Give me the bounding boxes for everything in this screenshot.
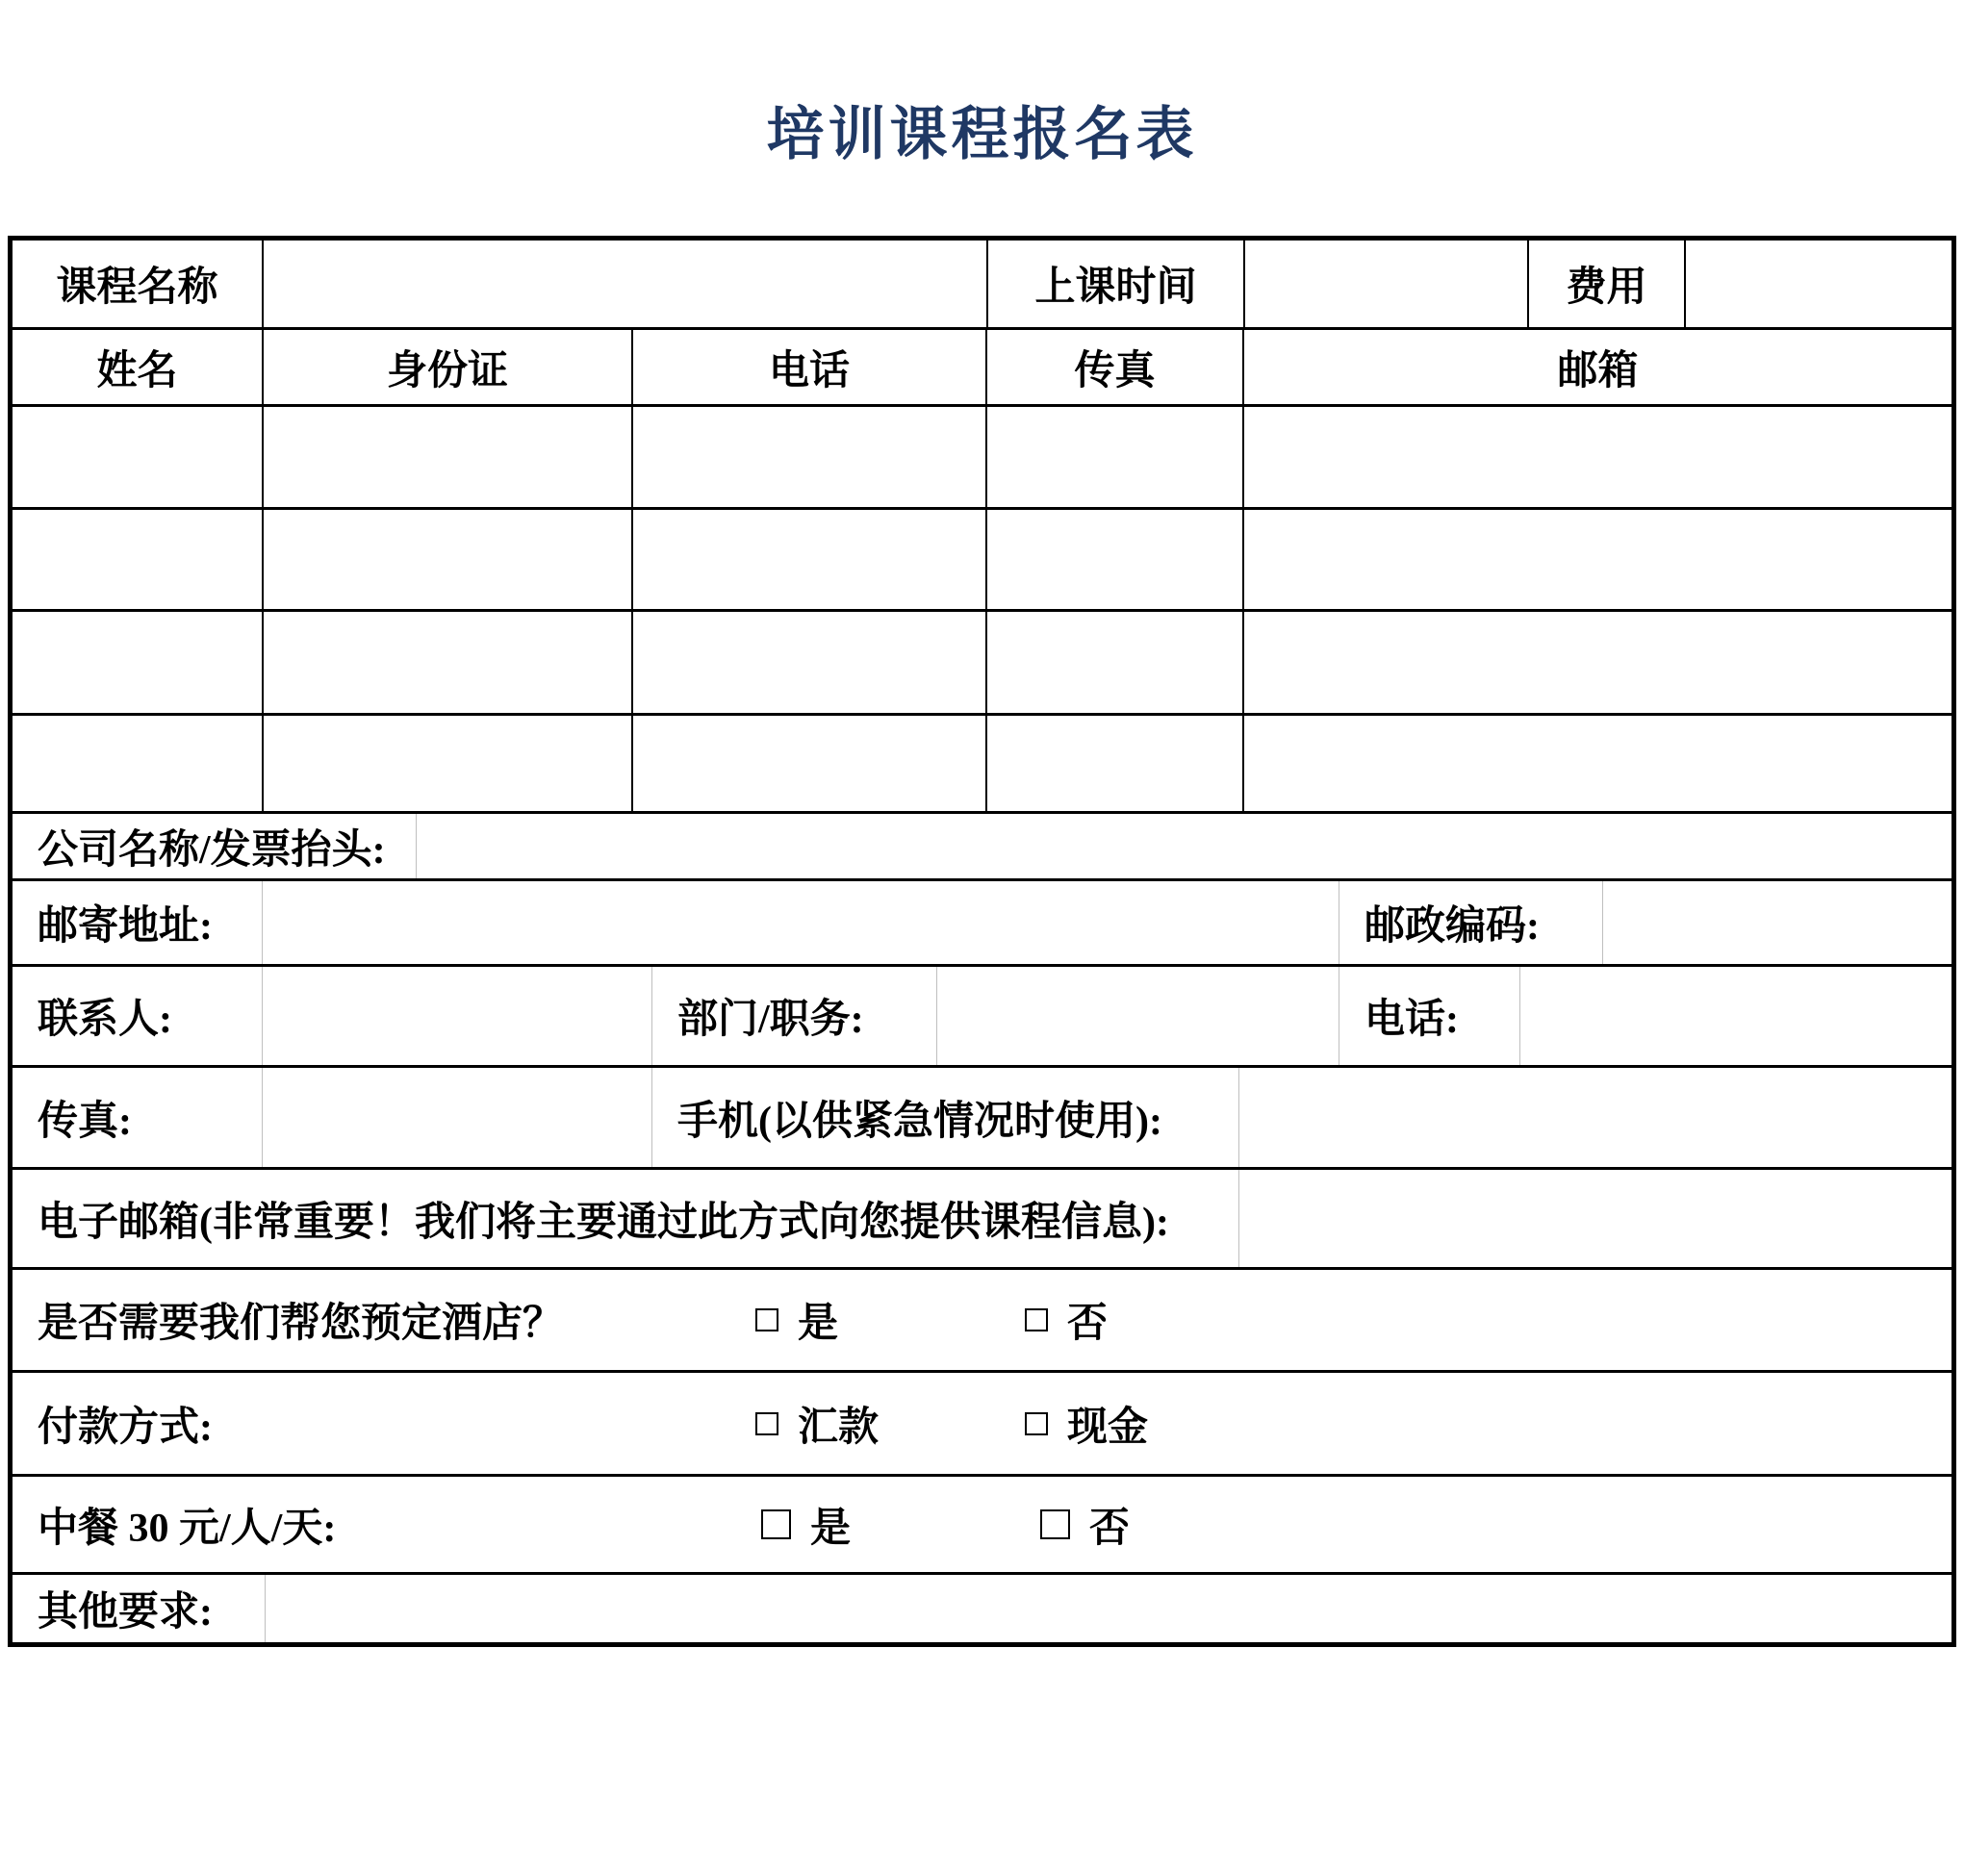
address-label: 邮寄地址: (38, 904, 213, 949)
attendee-fax-cell[interactable] (985, 612, 1242, 713)
course-row (13, 241, 1951, 327)
fee-label: 费用 (1527, 241, 1684, 327)
hotel-no-option (1025, 1270, 1108, 1370)
hotel-no-checkbox[interactable] (1025, 1308, 1048, 1331)
company-row (13, 811, 1951, 878)
lunch-yes-checkbox[interactable] (761, 1509, 791, 1539)
attendee-id-cell[interactable] (262, 716, 631, 811)
department-label: 部门/职务: (651, 967, 936, 1065)
hotel-yes-option (755, 1270, 838, 1370)
attendee-email-cell[interactable] (1242, 716, 1951, 811)
course-name-label: 课程名称 (56, 266, 218, 310)
attendee-fax-cell[interactable] (985, 716, 1242, 811)
payment-row (13, 1370, 1951, 1474)
attendee-name-cell[interactable] (13, 407, 262, 507)
attendee-row (13, 404, 1951, 507)
hotel-no-label: 否 (1067, 1302, 1109, 1346)
attendee-email-cell[interactable] (1242, 407, 1951, 507)
attendee-fax-cell[interactable] (985, 407, 1242, 507)
attendee-name-cell[interactable] (13, 510, 262, 609)
attendee-row (13, 609, 1951, 713)
other-input[interactable] (265, 1575, 1951, 1642)
address-row (13, 878, 1951, 964)
course-name-input[interactable] (262, 241, 986, 327)
lunch-no-label: 否 (1089, 1506, 1131, 1551)
attendee-row (13, 507, 1951, 609)
fee-input[interactable] (1684, 241, 1951, 327)
attendee-header-id: 身份证 (262, 330, 631, 404)
attendee-row (13, 713, 1951, 811)
hotel-row (13, 1267, 1951, 1370)
contact-row (13, 964, 1951, 1065)
hotel-yes-checkbox[interactable] (755, 1308, 778, 1331)
department-input[interactable] (936, 967, 1339, 1065)
payment-question: 付款方式: (38, 1405, 213, 1450)
page-title: 培训课程报名表 (766, 101, 1198, 168)
payment-remittance-label: 汇款 (798, 1405, 880, 1450)
fax-label: 传真: (38, 1099, 132, 1144)
lunch-question: 中餐 30 元/人/天: (38, 1506, 337, 1551)
class-time-label: 上课时间 (986, 241, 1243, 327)
attendee-name-cell[interactable] (13, 716, 262, 811)
payment-remittance-checkbox[interactable] (755, 1412, 778, 1435)
lunch-no-checkbox[interactable] (1040, 1509, 1070, 1539)
postal-input[interactable] (1602, 881, 1951, 964)
email-row (13, 1167, 1951, 1267)
attendee-email-cell[interactable] (1242, 510, 1951, 609)
attendee-id-cell[interactable] (262, 612, 631, 713)
attendee-fax-cell[interactable] (985, 510, 1242, 609)
payment-cash-checkbox[interactable] (1025, 1412, 1048, 1435)
mobile-label: 手机(以供紧急情况时使用): (651, 1068, 1238, 1167)
payment-remittance-option (755, 1373, 879, 1474)
lunch-yes-option (761, 1477, 851, 1572)
other-label: 其他要求: (38, 1590, 213, 1635)
mobile-input[interactable] (1238, 1068, 1951, 1167)
lunch-yes-label: 是 (810, 1506, 852, 1551)
class-time-input[interactable] (1243, 241, 1527, 327)
attendee-name-cell[interactable] (13, 612, 262, 713)
attendee-phone-cell[interactable] (631, 407, 985, 507)
contact-input[interactable] (262, 967, 651, 1065)
postal-label: 邮政编码: (1339, 881, 1602, 964)
attendee-id-cell[interactable] (262, 510, 631, 609)
email-label: 电子邮箱(非常重要！我们将主要通过此方式向您提供课程信息): (38, 1200, 1169, 1245)
fax-input[interactable] (262, 1068, 651, 1167)
hotel-yes-label: 是 (798, 1302, 839, 1346)
lunch-row (13, 1474, 1951, 1572)
attendee-id-cell[interactable] (262, 407, 631, 507)
attendee-header-name: 姓名 (96, 348, 178, 393)
attendee-phone-cell[interactable] (631, 716, 985, 811)
attendee-header-row (13, 327, 1951, 404)
registration-table (8, 236, 1956, 1647)
company-label: 公司名称/发票抬头: (38, 827, 386, 873)
attendee-email-cell[interactable] (1242, 612, 1951, 713)
payment-cash-label: 现金 (1067, 1405, 1149, 1450)
hotel-question: 是否需要我们帮您预定酒店？ (38, 1302, 564, 1346)
attendee-header-email: 邮箱 (1242, 330, 1951, 404)
attendee-header-phone: 电话 (631, 330, 985, 404)
lunch-no-option (1040, 1477, 1130, 1572)
address-input[interactable] (262, 881, 1339, 964)
email-input[interactable] (1238, 1170, 1951, 1267)
company-input[interactable] (416, 814, 1951, 878)
attendee-header-fax: 传真 (985, 330, 1242, 404)
payment-cash-option (1025, 1373, 1148, 1474)
other-row (13, 1572, 1951, 1642)
phone-label: 电话: (1339, 967, 1519, 1065)
attendee-phone-cell[interactable] (631, 612, 985, 713)
fax-row (13, 1065, 1951, 1167)
phone-input[interactable] (1519, 967, 1951, 1065)
contact-label: 联系人: (38, 998, 172, 1042)
attendee-phone-cell[interactable] (631, 510, 985, 609)
